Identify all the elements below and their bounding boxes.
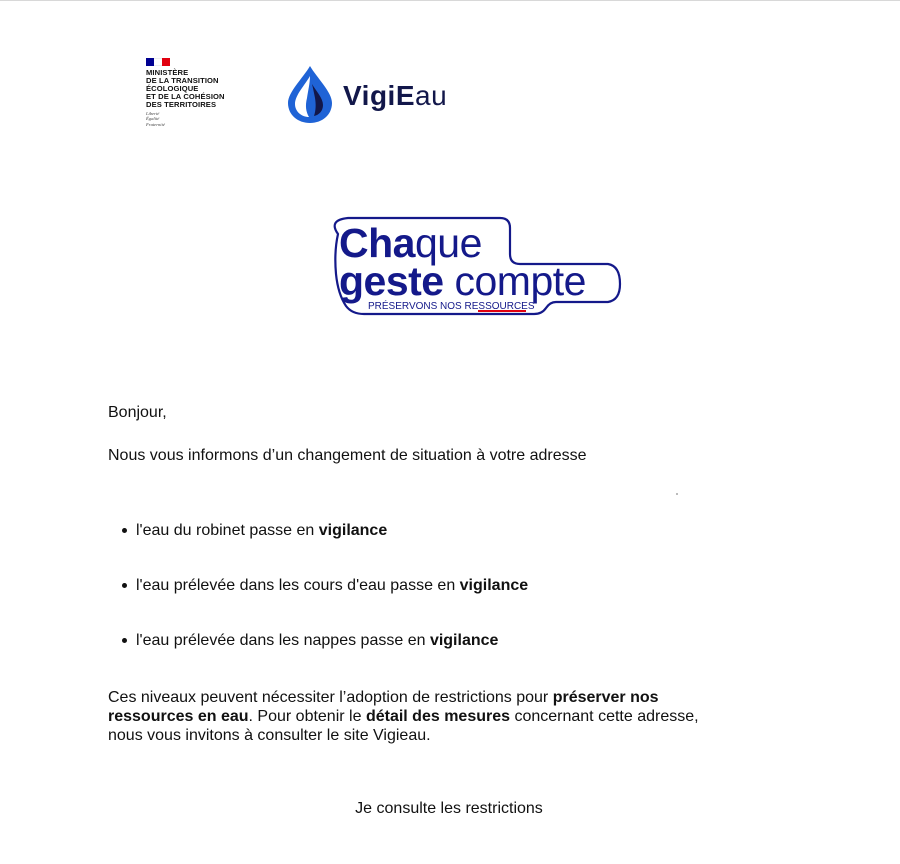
ministry-logo xyxy=(146,58,256,127)
campaign-line-1-light: que xyxy=(414,220,482,266)
closing-text: Ces niveaux peuvent nécessiter l’adoption de restrictions pour xyxy=(108,689,553,706)
bullet xyxy=(122,638,127,643)
status-level: vigilance xyxy=(429,632,499,649)
closing-line-2 xyxy=(108,707,768,726)
motto-line: Liberté xyxy=(146,111,160,116)
closing-paragraph xyxy=(108,688,768,745)
french-flag-icon xyxy=(146,58,170,66)
intro-text: Nous vous informons d’un changement de situation à votre adresse xyxy=(108,447,587,464)
campaign-line-1-strong: Cha xyxy=(339,220,415,266)
ministry-name-line: DE LA TRANSITION xyxy=(146,76,219,85)
brand-name-light: au xyxy=(415,80,448,111)
bullet xyxy=(122,528,127,533)
closing-line-3: nous vous invitons à consulter le site Vigieau. xyxy=(108,727,431,744)
ministry-name-line: ÉCOLOGIQUE xyxy=(146,84,199,93)
closing-emphasis: préserver nos xyxy=(552,689,659,706)
status-text: l'eau prélevée dans les nappes passe en xyxy=(136,632,430,649)
motto-line: Égalité xyxy=(146,116,160,122)
status-item-surface-water xyxy=(136,576,528,595)
ministry-name-line: MINISTÈRE xyxy=(146,68,189,77)
redacted-address xyxy=(591,449,711,463)
redaction-artifact xyxy=(676,493,678,495)
status-level: vigilance xyxy=(318,522,388,539)
ministry-motto xyxy=(146,111,256,127)
status-level: vigilance xyxy=(459,577,529,594)
brand-name-strong: VigiE xyxy=(343,80,416,111)
closing-text: . Pour obtenir le xyxy=(248,708,366,725)
closing-emphasis: ressources en eau xyxy=(108,708,249,725)
vigieau-logo xyxy=(285,64,447,124)
status-item-groundwater xyxy=(136,631,498,650)
intro-paragraph xyxy=(108,446,711,465)
top-divider xyxy=(0,0,900,1)
campaign-line-2-light: compte xyxy=(443,258,586,304)
ministry-name xyxy=(146,69,256,109)
status-text: l'eau prélevée dans les cours d'eau passe en xyxy=(136,577,460,594)
ministry-name-line: DES TERRITOIRES xyxy=(146,100,217,109)
closing-line-1 xyxy=(108,688,768,707)
ministry-name-line: ET DE LA COHÉSION xyxy=(146,92,225,101)
status-item-tap-water xyxy=(136,521,387,540)
bullet xyxy=(122,583,127,588)
status-text: l'eau du robinet passe en xyxy=(136,522,319,539)
motto-line: Fraternité xyxy=(146,121,165,127)
campaign-line-2 xyxy=(339,258,586,304)
water-drop-icon xyxy=(285,64,335,124)
closing-text: concernant cette adresse, xyxy=(510,708,699,725)
consult-restrictions-link[interactable]: Je consulte les restrictions xyxy=(355,800,543,817)
campaign-tagline: PRÉSERVONS NOS RESSOURCES xyxy=(368,301,535,312)
closing-emphasis: détail des mesures xyxy=(365,708,511,725)
greeting: Bonjour, xyxy=(108,404,167,421)
campaign-badge xyxy=(324,214,624,322)
vigieau-wordmark xyxy=(343,80,447,112)
campaign-line-2-strong: geste xyxy=(339,258,444,304)
